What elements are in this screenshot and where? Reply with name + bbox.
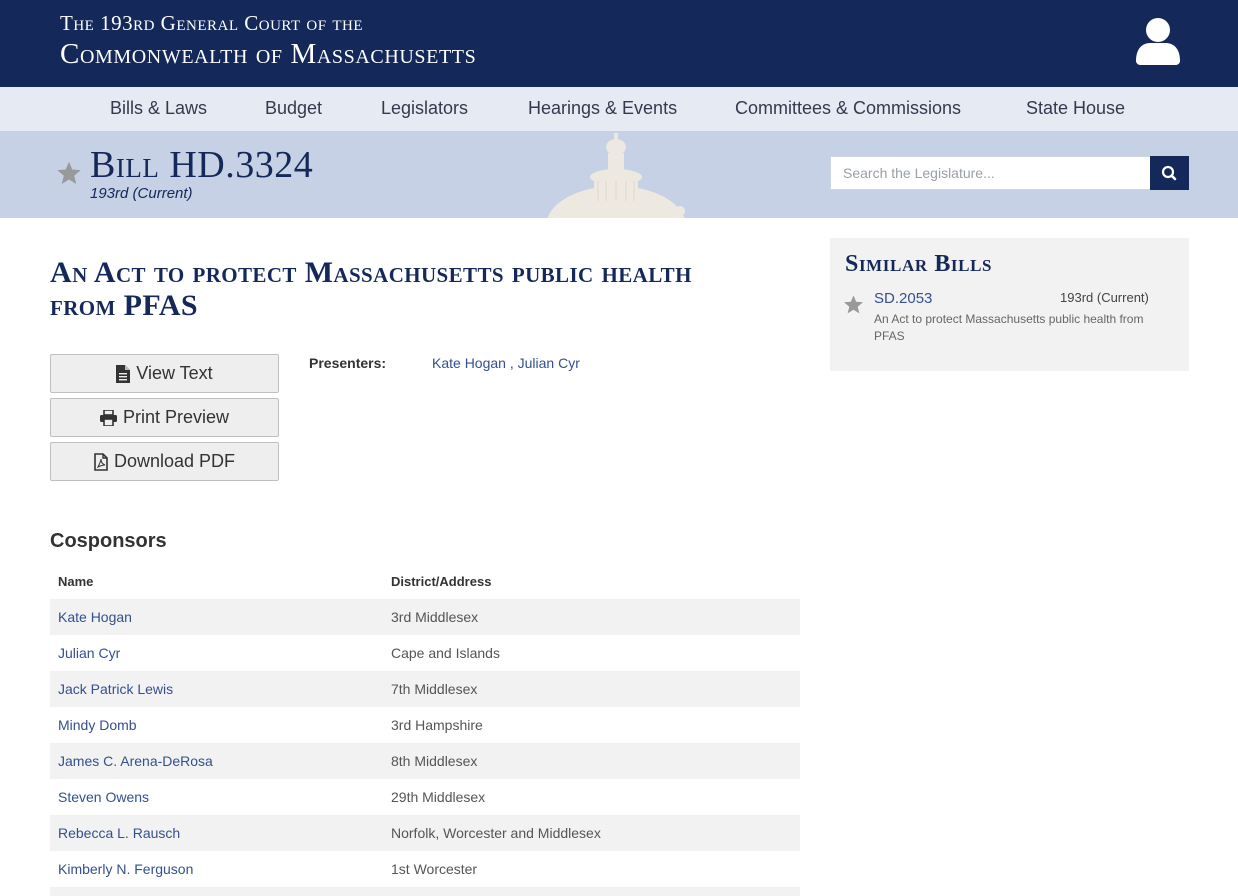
search-icon [1150, 156, 1189, 190]
cosponsor-district: 8th Middlesex [383, 743, 800, 779]
similar-bills-panel [830, 238, 1189, 371]
table-header-row [50, 563, 800, 599]
site-title[interactable] [60, 10, 476, 72]
table-row [50, 815, 800, 851]
cosponsor-name-link[interactable]: Jack Patrick Lewis [58, 681, 174, 697]
cosponsor-name-link[interactable]: James C. Arena-DeRosa [58, 753, 213, 769]
table-row [50, 599, 800, 635]
print-preview-button[interactable] [50, 398, 279, 437]
download-pdf-label: Download PDF [113, 451, 236, 471]
column-header-name[interactable]: Name [58, 573, 94, 589]
act-title: An Act to protect Massachusetts public health from PFAS [50, 256, 692, 322]
table-row [50, 779, 800, 815]
star-icon[interactable] [56, 160, 82, 186]
bill-session: 193rd (Current) [90, 185, 193, 202]
cosponsor-district: Cape and Islands [391, 645, 500, 661]
nav-item-legislators[interactable]: Legislators [381, 98, 469, 118]
main-nav [0, 87, 1238, 131]
cosponsor-district: Norfolk, Worcester and Middlesex [383, 815, 800, 851]
cosponsor-district: 7th Middlesex [383, 671, 800, 707]
cosponsor-district: 1st Worcester [391, 861, 478, 877]
cosponsors-table [50, 563, 800, 896]
table-row [50, 635, 800, 671]
similar-bills-title: Similar Bills [845, 251, 993, 277]
cosponsor-name-link[interactable]: Mindy Domb [58, 717, 137, 733]
download-pdf-button[interactable] [50, 442, 279, 481]
bill-title: Bill HD.3324 [90, 144, 314, 186]
cosponsor-district: 29th Middlesex [391, 789, 486, 805]
star-icon[interactable] [843, 294, 864, 315]
table-row [50, 887, 800, 896]
presenter-link[interactable]: Julian Cyr [517, 355, 580, 371]
file-text-icon [116, 365, 130, 383]
nav-item-bills-laws[interactable]: Bills & Laws [110, 98, 208, 118]
table-row [50, 671, 800, 707]
nav-item-committees-commissions[interactable]: Committees & Commissions [735, 98, 962, 118]
cosponsor-district: 3rd Middlesex [383, 599, 800, 635]
bill-banner [0, 131, 1238, 218]
column-header-district[interactable]: District/Address [391, 573, 492, 589]
view-text-label: View Text [136, 363, 213, 383]
presenters-label: Presenters: [309, 355, 387, 371]
cosponsor-name-link[interactable]: Steven Owens [58, 789, 150, 805]
search-input[interactable] [830, 156, 1151, 190]
table-row [50, 743, 800, 779]
site-title-line1[interactable]: The 193rd General Court of the [60, 11, 364, 35]
user-icon[interactable] [1136, 17, 1180, 65]
presenter-link[interactable]: Kate Hogan [432, 355, 506, 371]
nav-item-budget[interactable]: Budget [265, 98, 323, 118]
nav-item-hearings-events[interactable]: Hearings & Events [528, 98, 678, 118]
print-preview-label: Print Preview [122, 407, 230, 427]
presenter-separator: , [505, 355, 518, 371]
similar-bill-description: An Act to protect Massachusetts public health from PFAS [874, 312, 1144, 343]
state-house-dome-image [540, 131, 700, 218]
table-row [50, 707, 800, 743]
table-row [50, 851, 800, 887]
cosponsor-name-link[interactable]: Julian Cyr [58, 645, 121, 661]
site-header [0, 0, 1238, 87]
presenters-list [432, 355, 580, 371]
site-title-line2[interactable]: Commonwealth of Massachusetts [60, 38, 477, 70]
cosponsor-name-link[interactable]: Kate Hogan [58, 609, 132, 625]
cosponsor-name-link[interactable]: Kimberly N. Ferguson [58, 861, 194, 877]
search-button[interactable] [1150, 156, 1189, 190]
pdf-file-icon [94, 453, 108, 471]
cosponsor-name-link[interactable]: Rebecca L. Rausch [58, 825, 181, 841]
similar-bill-link[interactable]: SD.2053 [874, 290, 933, 307]
similar-bill-session: 193rd (Current) [1060, 290, 1149, 305]
cosponsor-district: 3rd Hampshire [391, 717, 483, 733]
view-text-button[interactable] [50, 354, 279, 393]
cosponsors-heading: Cosponsors [50, 530, 167, 552]
nav-item-state-house[interactable]: State House [1026, 98, 1126, 118]
print-icon [100, 410, 117, 426]
